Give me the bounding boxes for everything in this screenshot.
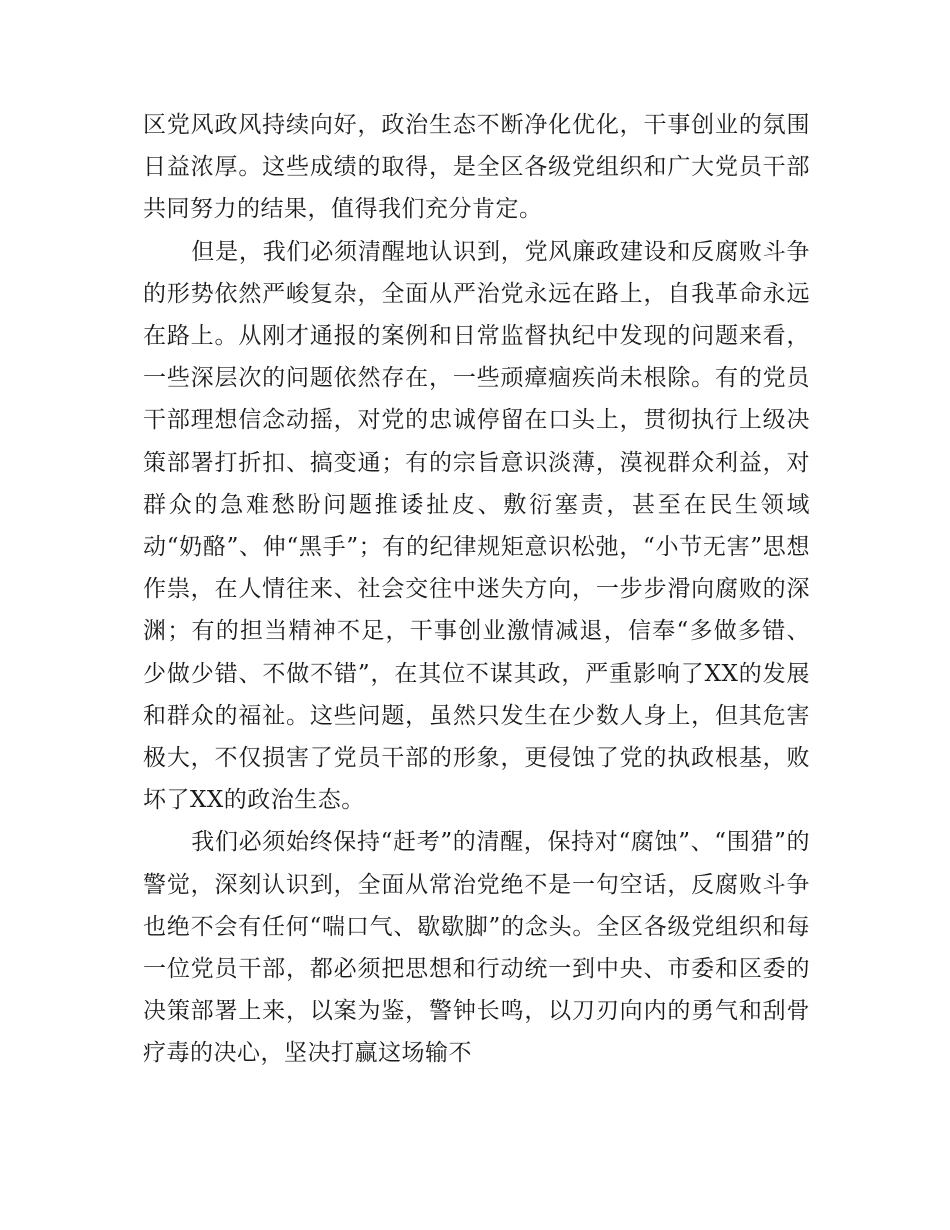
paragraph-vigilance: 我们必须始终保持“赶考”的清醒，保持对“腐蚀”、“围猎”的警觉，深刻认识到，全面从常治党绝不是一句空话，反腐败斗争也绝不会有任何“喘口气、歇歇脚”的念头。全区各级党组织和每一位党员干部，都必须把思想和行动统一到中央、市委和区委的决策部署上来，以案为鉴，警钟长鸣，以刀刃向内的勇气和刮骨疗毒的决心，坚决打赢这场输不 <box>143 829 810 1067</box>
paragraph-problems: 但是，我们必须清醒地认识到，党风廉政建设和反腐败斗争的形势依然严峻复杂，全面从严治党永远在路上，自我革命永远在路上。从刚才通报的案例和日常监督执纪中发现的问题来看，一些深层次的问题依然存在，一些顽瘴痼疾尚未根除。有的党员干部理想信念动摇，对党的忠诚停留在口头上，贯彻执行上级决策部署打折扣、搞变通；有的宗旨意识淡薄，漠视群众利益，对群众的急难愁盼问题推诿扯皮、敷衍塞责，甚至在民生领域动“奶酪”、伸“黑手”；有的纪律规矩意识松弛，“小节无害”思想作祟，在人情往来、社会交往中迷失方向，一步步滑向腐败的深渊；有的担当精神不足，干事创业激情减退，信奉“多做多错、少做少错、不做不错”，在其位不谋其政，严重影响了XX的发展和群众的福祉。这些问题，虽然只发生在少数人身上，但其危害极大，不仅损害了党员干部的形象，更侵蚀了党的执政根基，败坏了XX的政治生态。 <box>143 238 810 814</box>
document-body <box>143 104 810 1075</box>
paragraph-continuation: 区党风政风持续向好，政治生态不断净化优化，干事创业的氛围日益浓厚。这些成绩的取得，是全区各级党组织和广大党员干部共同努力的结果，值得我们充分肯定。 <box>143 112 810 223</box>
